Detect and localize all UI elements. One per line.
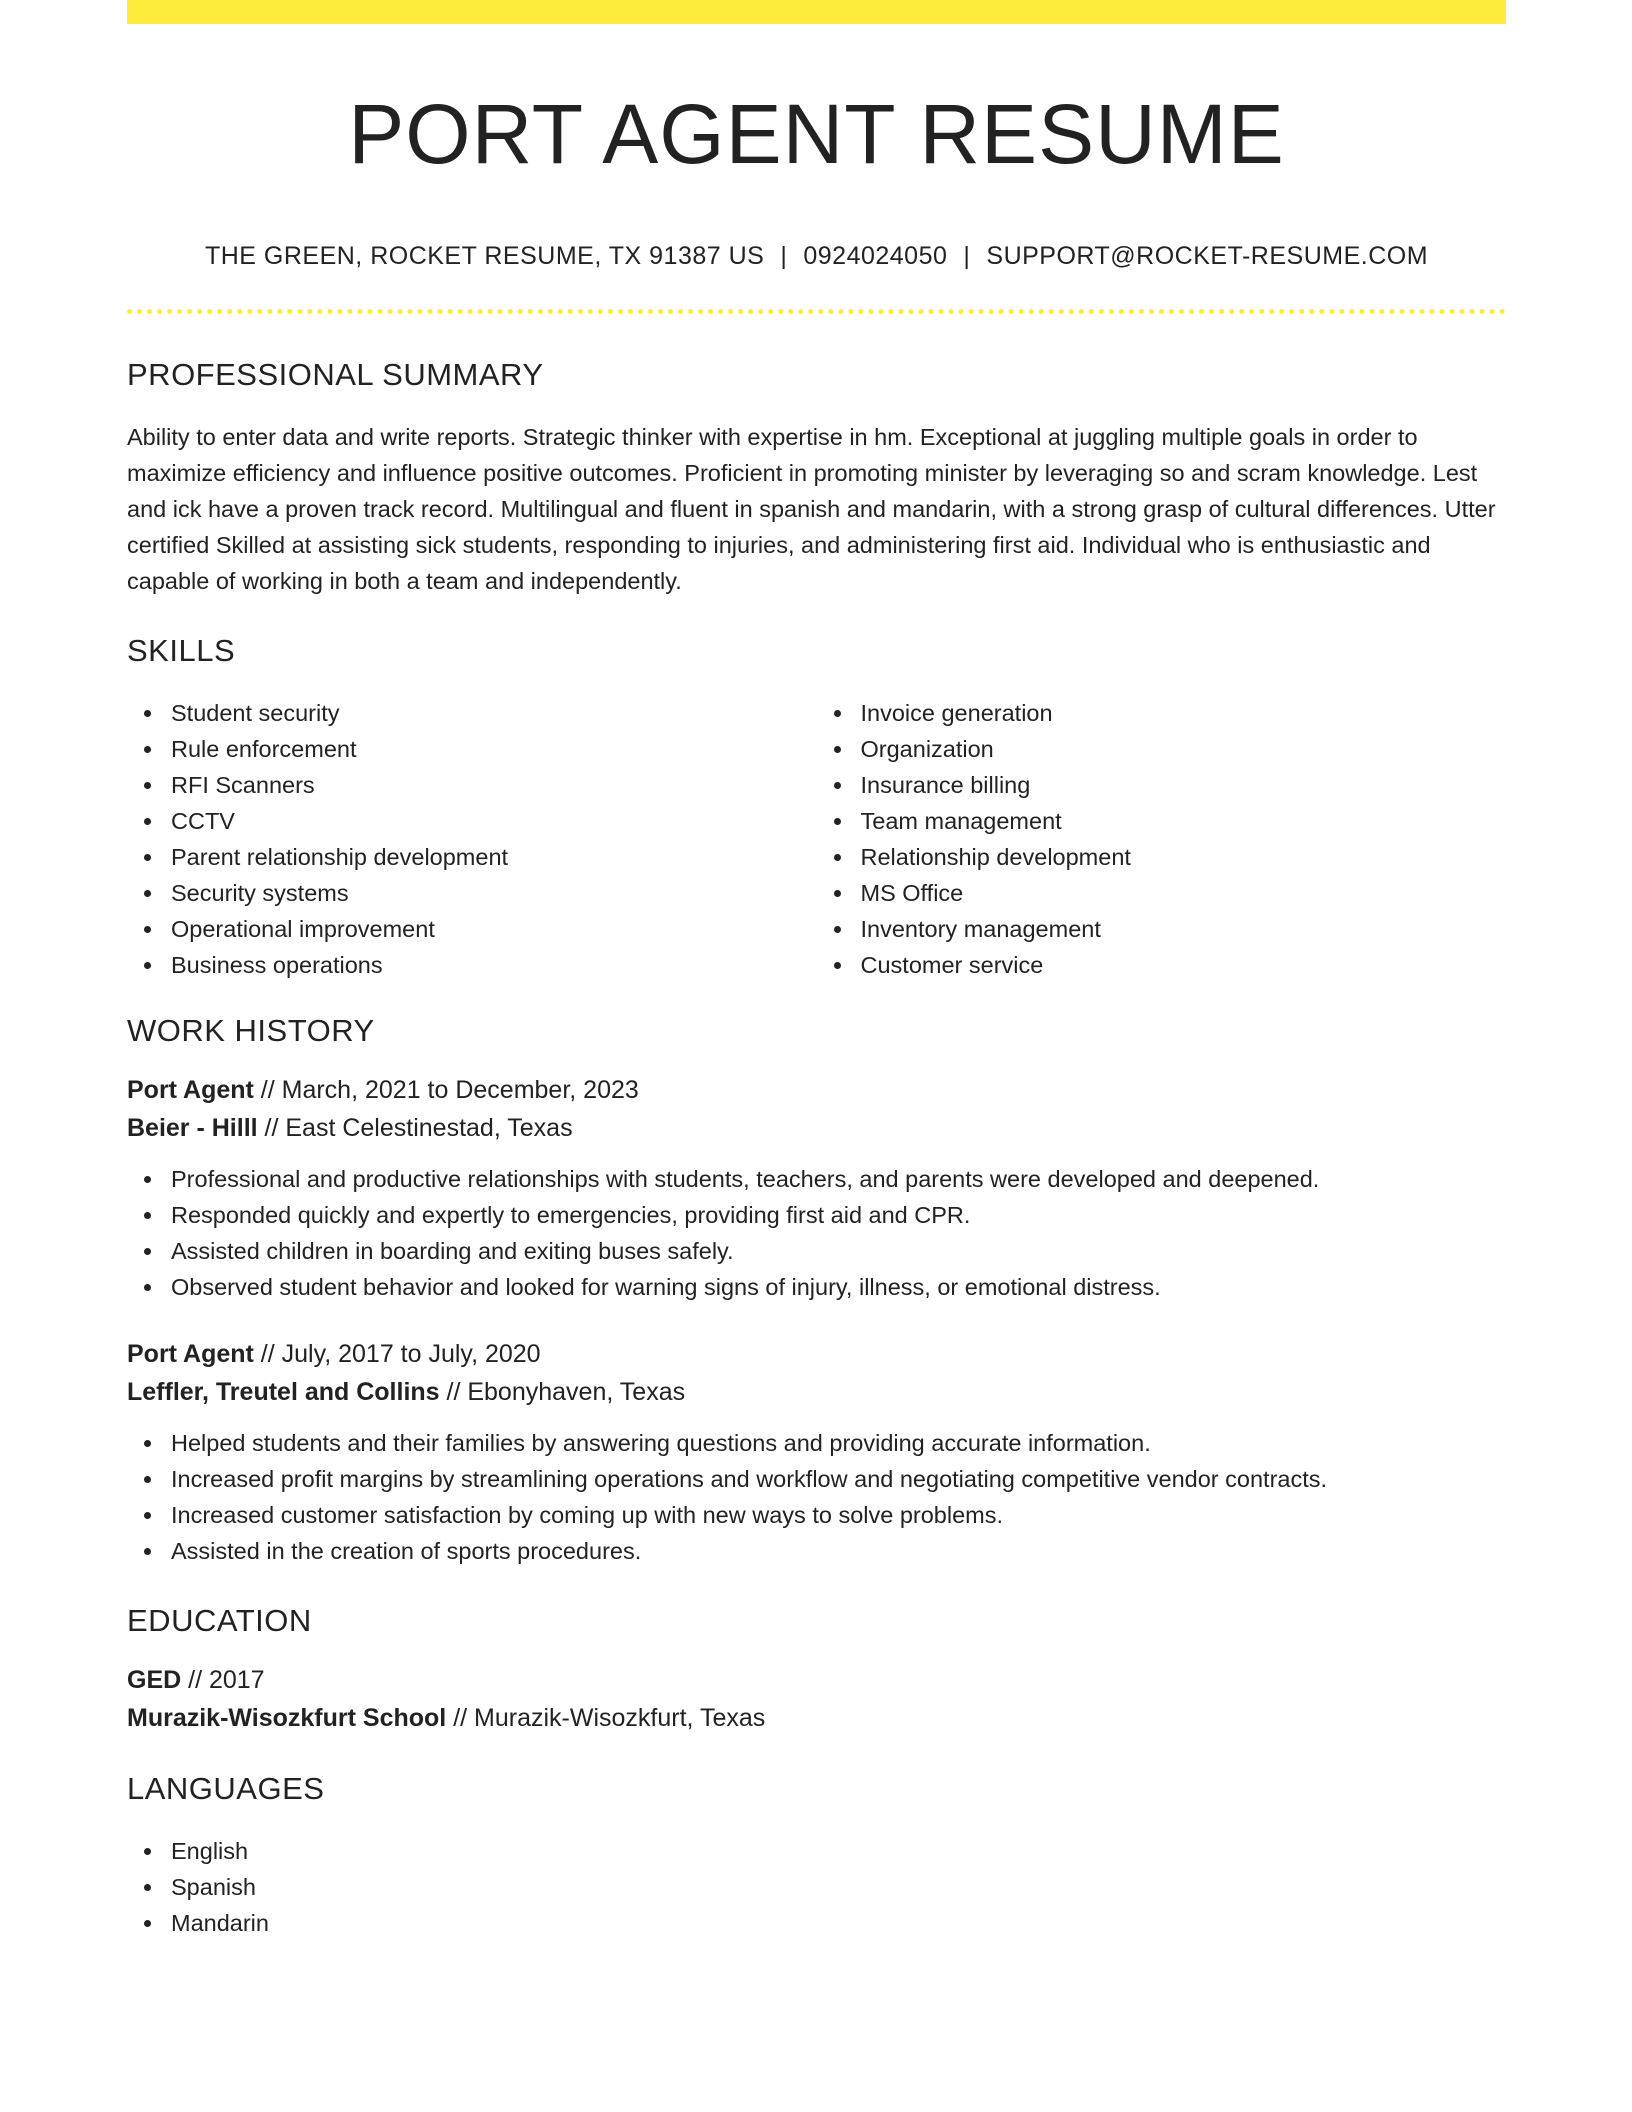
job-role-line	[127, 1335, 1506, 1373]
skill-item: Organization	[861, 731, 1507, 767]
skill-item: Business operations	[171, 947, 817, 983]
contact-phone: 0924024050	[803, 242, 948, 271]
languages-list	[127, 1833, 1506, 1941]
contact-email: SUPPORT@ROCKET-RESUME.COM	[986, 242, 1429, 271]
skills-list-right	[817, 695, 1507, 983]
skill-item: Inventory management	[861, 911, 1507, 947]
job-company: Beier - Hilll	[127, 1114, 258, 1143]
contact-address: THE GREEN, ROCKET RESUME, TX 91387 US	[204, 242, 765, 271]
job-duties-list	[127, 1161, 1506, 1305]
skill-item: Relationship development	[861, 839, 1507, 875]
job-location: // Ebonyhaven, Texas	[439, 1378, 686, 1407]
job-role: Port Agent	[127, 1340, 254, 1369]
skills-heading: SKILLS	[127, 633, 236, 669]
contact-separator: |	[780, 242, 788, 271]
job-company: Leffler, Treutel and Collins	[127, 1378, 440, 1407]
job-duty: Responded quickly and expertly to emergencies, providing first aid and CPR.	[171, 1197, 1506, 1233]
job-dates: // July, 2017 to July, 2020	[253, 1340, 541, 1369]
education-school-line	[127, 1699, 1506, 1737]
skill-item: Student security	[171, 695, 817, 731]
education-location: // Murazik-Wisozkfurt, Texas	[446, 1704, 766, 1733]
skills-list-left	[127, 695, 817, 983]
skill-item: Operational improvement	[171, 911, 817, 947]
language-item: English	[171, 1833, 1506, 1869]
job-duty: Professional and productive relationships with students, teachers, and parents were developed and deepened.	[171, 1161, 1506, 1197]
skill-item: Security systems	[171, 875, 817, 911]
job-entry	[127, 1071, 1506, 1305]
contact-line	[127, 242, 1506, 271]
job-duty: Increased customer satisfaction by coming up with new ways to solve problems.	[171, 1497, 1506, 1533]
resume-page	[127, 0, 1506, 1941]
language-item: Mandarin	[171, 1905, 1506, 1941]
education-heading: EDUCATION	[127, 1603, 312, 1639]
education-degree: GED	[127, 1666, 182, 1695]
job-role-line	[127, 1071, 1506, 1109]
skill-item: Rule enforcement	[171, 731, 817, 767]
job-duty: Observed student behavior and looked for warning signs of injury, illness, or emotional distress.	[171, 1269, 1506, 1305]
summary-text: Ability to enter data and write reports. Strategic thinker with expertise in hm. Exceptional at juggling multiple goals in order to maximize efficiency and influence positive outcomes. Proficient in promoting minister by leveraging so and scram knowledge. Lest and ick have a proven track record. Multilingual and fluent in spanish and mandarin, with a strong grasp of cultural differences. Utter certified Skilled at assisting sick students, responding to injuries, and administering first aid. Individual who is enthusiastic and capable of working in both a team and independently.	[127, 424, 1496, 595]
education-degree-line	[127, 1661, 1506, 1699]
skill-item: Team management	[861, 803, 1507, 839]
job-duty: Assisted in the creation of sports procedures.	[171, 1533, 1506, 1569]
job-role: Port Agent	[127, 1076, 254, 1105]
job-entry	[127, 1335, 1506, 1569]
education-year: // 2017	[181, 1666, 265, 1695]
accent-bar	[127, 0, 1506, 24]
job-duty: Helped students and their families by answering questions and providing accurate information.	[171, 1425, 1506, 1461]
job-duties-list	[127, 1425, 1506, 1569]
skills-grid	[127, 695, 1506, 983]
job-duty: Assisted children in boarding and exiting buses safely.	[171, 1233, 1506, 1269]
job-company-line	[127, 1373, 1506, 1411]
skill-item: Insurance billing	[861, 767, 1507, 803]
skill-item: Invoice generation	[861, 695, 1507, 731]
job-location: // East Celestinestad, Texas	[257, 1114, 573, 1143]
skill-item: RFI Scanners	[171, 767, 817, 803]
skill-item: CCTV	[171, 803, 817, 839]
contact-separator: |	[963, 242, 971, 271]
work-history-heading: WORK HISTORY	[127, 1013, 375, 1049]
skill-item: MS Office	[861, 875, 1507, 911]
resume-title: PORT AGENT RESUME	[348, 87, 1285, 181]
dotted-divider	[127, 309, 1506, 314]
education-entry	[127, 1661, 1506, 1737]
job-duty: Increased profit margins by streamlining operations and workflow and negotiating competitive vendor contracts.	[171, 1461, 1506, 1497]
languages-heading: LANGUAGES	[127, 1771, 325, 1807]
language-item: Spanish	[171, 1869, 1506, 1905]
education-school: Murazik-Wisozkfurt School	[127, 1704, 447, 1733]
skill-item: Customer service	[861, 947, 1507, 983]
job-company-line	[127, 1109, 1506, 1147]
job-dates: // March, 2021 to December, 2023	[253, 1076, 639, 1105]
skill-item: Parent relationship development	[171, 839, 817, 875]
summary-heading: PROFESSIONAL SUMMARY	[127, 357, 544, 393]
